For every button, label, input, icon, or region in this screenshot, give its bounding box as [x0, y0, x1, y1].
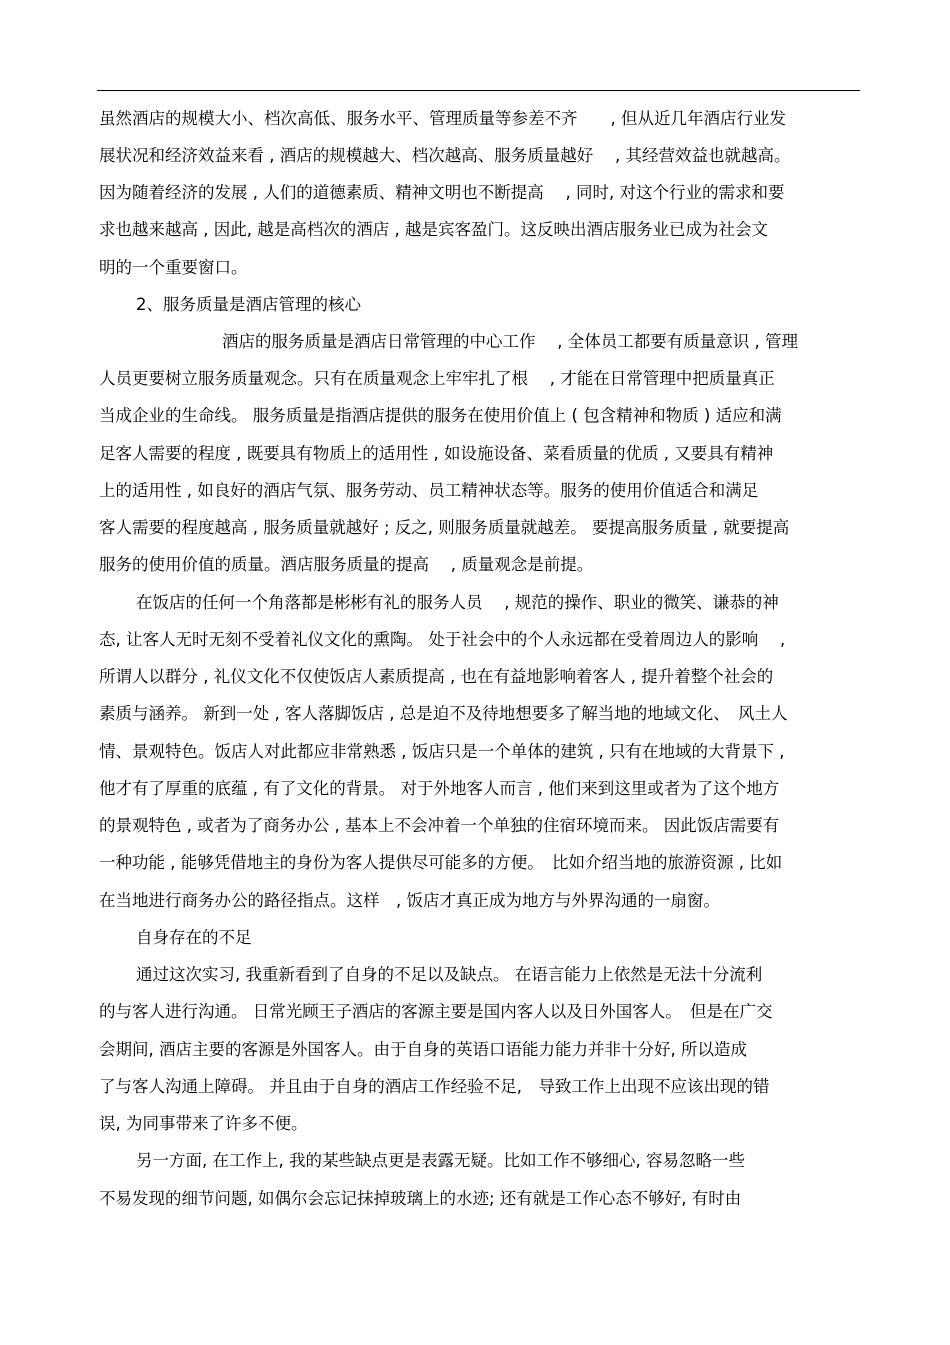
- text-line: 素质与涵养。 新到一处 , 客人落脚饭店 , 总是迫不及待地想要多了解当地的地域文化、 风土人: [99, 704, 788, 723]
- text-line: 误, 为同事带来了许多不便。: [99, 1114, 308, 1133]
- text-line: 了与客人沟通上障碍。 并且由于自身的酒店工作经验不足, 导致工作上出现不应该出现的错: [99, 1077, 770, 1096]
- text-line: 他才有了厚重的底蕴 , 有了文化的背景。 对于外地客人而言 , 他们来到这里或者为了这个地方: [99, 779, 780, 798]
- text-line: 在当地进行商务办公的路径指点。这样 , 饭店才真正成为地方与外界沟通的一扇窗。: [99, 891, 720, 910]
- text-line: 展状况和经济效益来看 , 酒店的规模越大、档次越高、服务质量越好 , 其经营效益也就越高。: [99, 146, 791, 165]
- text-line: 通过这次实习, 我重新看到了自身的不足以及缺点。 在语言能力上依然是无法十分流利: [136, 965, 763, 984]
- header-rule: [97, 90, 860, 91]
- text-line: 明的一个重要窗口。: [99, 258, 248, 277]
- text-line: 另一方面, 在工作上, 我的某些缺点更是表露无疑。比如工作不够细心, 容易忽略一些: [136, 1151, 745, 1170]
- text-line: 不易发现的细节问题, 如偶尔会忘记抹掉玻璃上的水迹; 还有就是工作心态不够好, 有时由: [99, 1189, 742, 1208]
- text-line: 态, 让客人无时无刻不受着礼仪文化的熏陶。 处于社会中的个人永远都在受着周边人的影响 ,: [99, 630, 786, 649]
- text-line: 因为随着经济的发展 , 人们的道德素质、精神文明也不断提高 , 同时, 对这个行业的需求和要: [99, 183, 785, 202]
- text-line: 足客人需要的程度 , 既要具有物质上的适用性 , 如设施设备、菜看质量的优质 , 又要具有精神: [99, 444, 774, 463]
- text-line: 上的适用性 , 如良好的酒店气氛、服务劳动、员工精神状态等。服务的使用价值适合和满足: [99, 481, 759, 500]
- text-line: 酒店的服务质量是酒店日常管理的中心工作 , 全体员工都要有质量意识 , 管理: [222, 332, 798, 351]
- text-line: 情、景观特色。饭店人对此都应非常熟悉 , 饭店只是一个单体的建筑 , 只有在地域的大背景下 ,: [99, 742, 785, 761]
- text-line: 所谓人以群分 , 礼仪文化不仅使饭店人素质提高 , 也在有益地影响着客人 , 提升着整个社会的: [99, 667, 774, 686]
- section-heading: 自身存在的不足: [136, 928, 252, 947]
- text-line: 客人需要的程度越高 , 服务质量就越好 ; 反之, 则服务质量就越差。 要提高服务质量 , 就要提高: [99, 518, 790, 537]
- text-line: 一种功能 , 能够凭借地主的身份为客人提供尽可能多的方便。 比如介绍当地的旅游资源 , 比如: [99, 853, 783, 872]
- text-line: 虽然酒店的规模大小、档次高低、服务水平、管理质量等参差不齐 , 但从近几年酒店行业发: [99, 109, 786, 128]
- text-line: 的景观特色 , 或者为了商务办公 , 基本上不会冲着一个单独的住宿环境而来。 因此饭店需要有: [99, 816, 780, 835]
- text-line: 在饭店的任何一个角落都是彬彬有礼的服务人员 , 规范的操作、职业的微笑、谦恭的神: [136, 593, 779, 612]
- text-line: 当成企业的生命线。 服务质量是指酒店提供的服务在使用价值上 ( 包含精神和物质 ) 适应和满: [99, 406, 782, 425]
- text-line: 人员更要树立服务质量观念。只有在质量观念上牢牢扎了根 , 才能在日常管理中把质量真正: [99, 369, 775, 388]
- text-line: 会期间, 酒店主要的客源是外国客人。由于自身的英语口语能力能力并非十分好, 所以造成: [99, 1040, 747, 1059]
- section-heading: 2、服务质量是酒店管理的核心: [136, 295, 361, 314]
- text-line: 的与客人进行沟通。 日常光顾王子酒店的客源主要是国内客人以及日外国客人。 但是在广交: [99, 1002, 773, 1021]
- text-line: 求也越来越高 , 因此, 越是高档次的酒店 , 越是宾客盈门。这反映出酒店服务业已成为社会文: [99, 220, 768, 239]
- text-line: 服务的使用价值的质量。酒店服务质量的提高 , 质量观念是前提。: [99, 555, 594, 574]
